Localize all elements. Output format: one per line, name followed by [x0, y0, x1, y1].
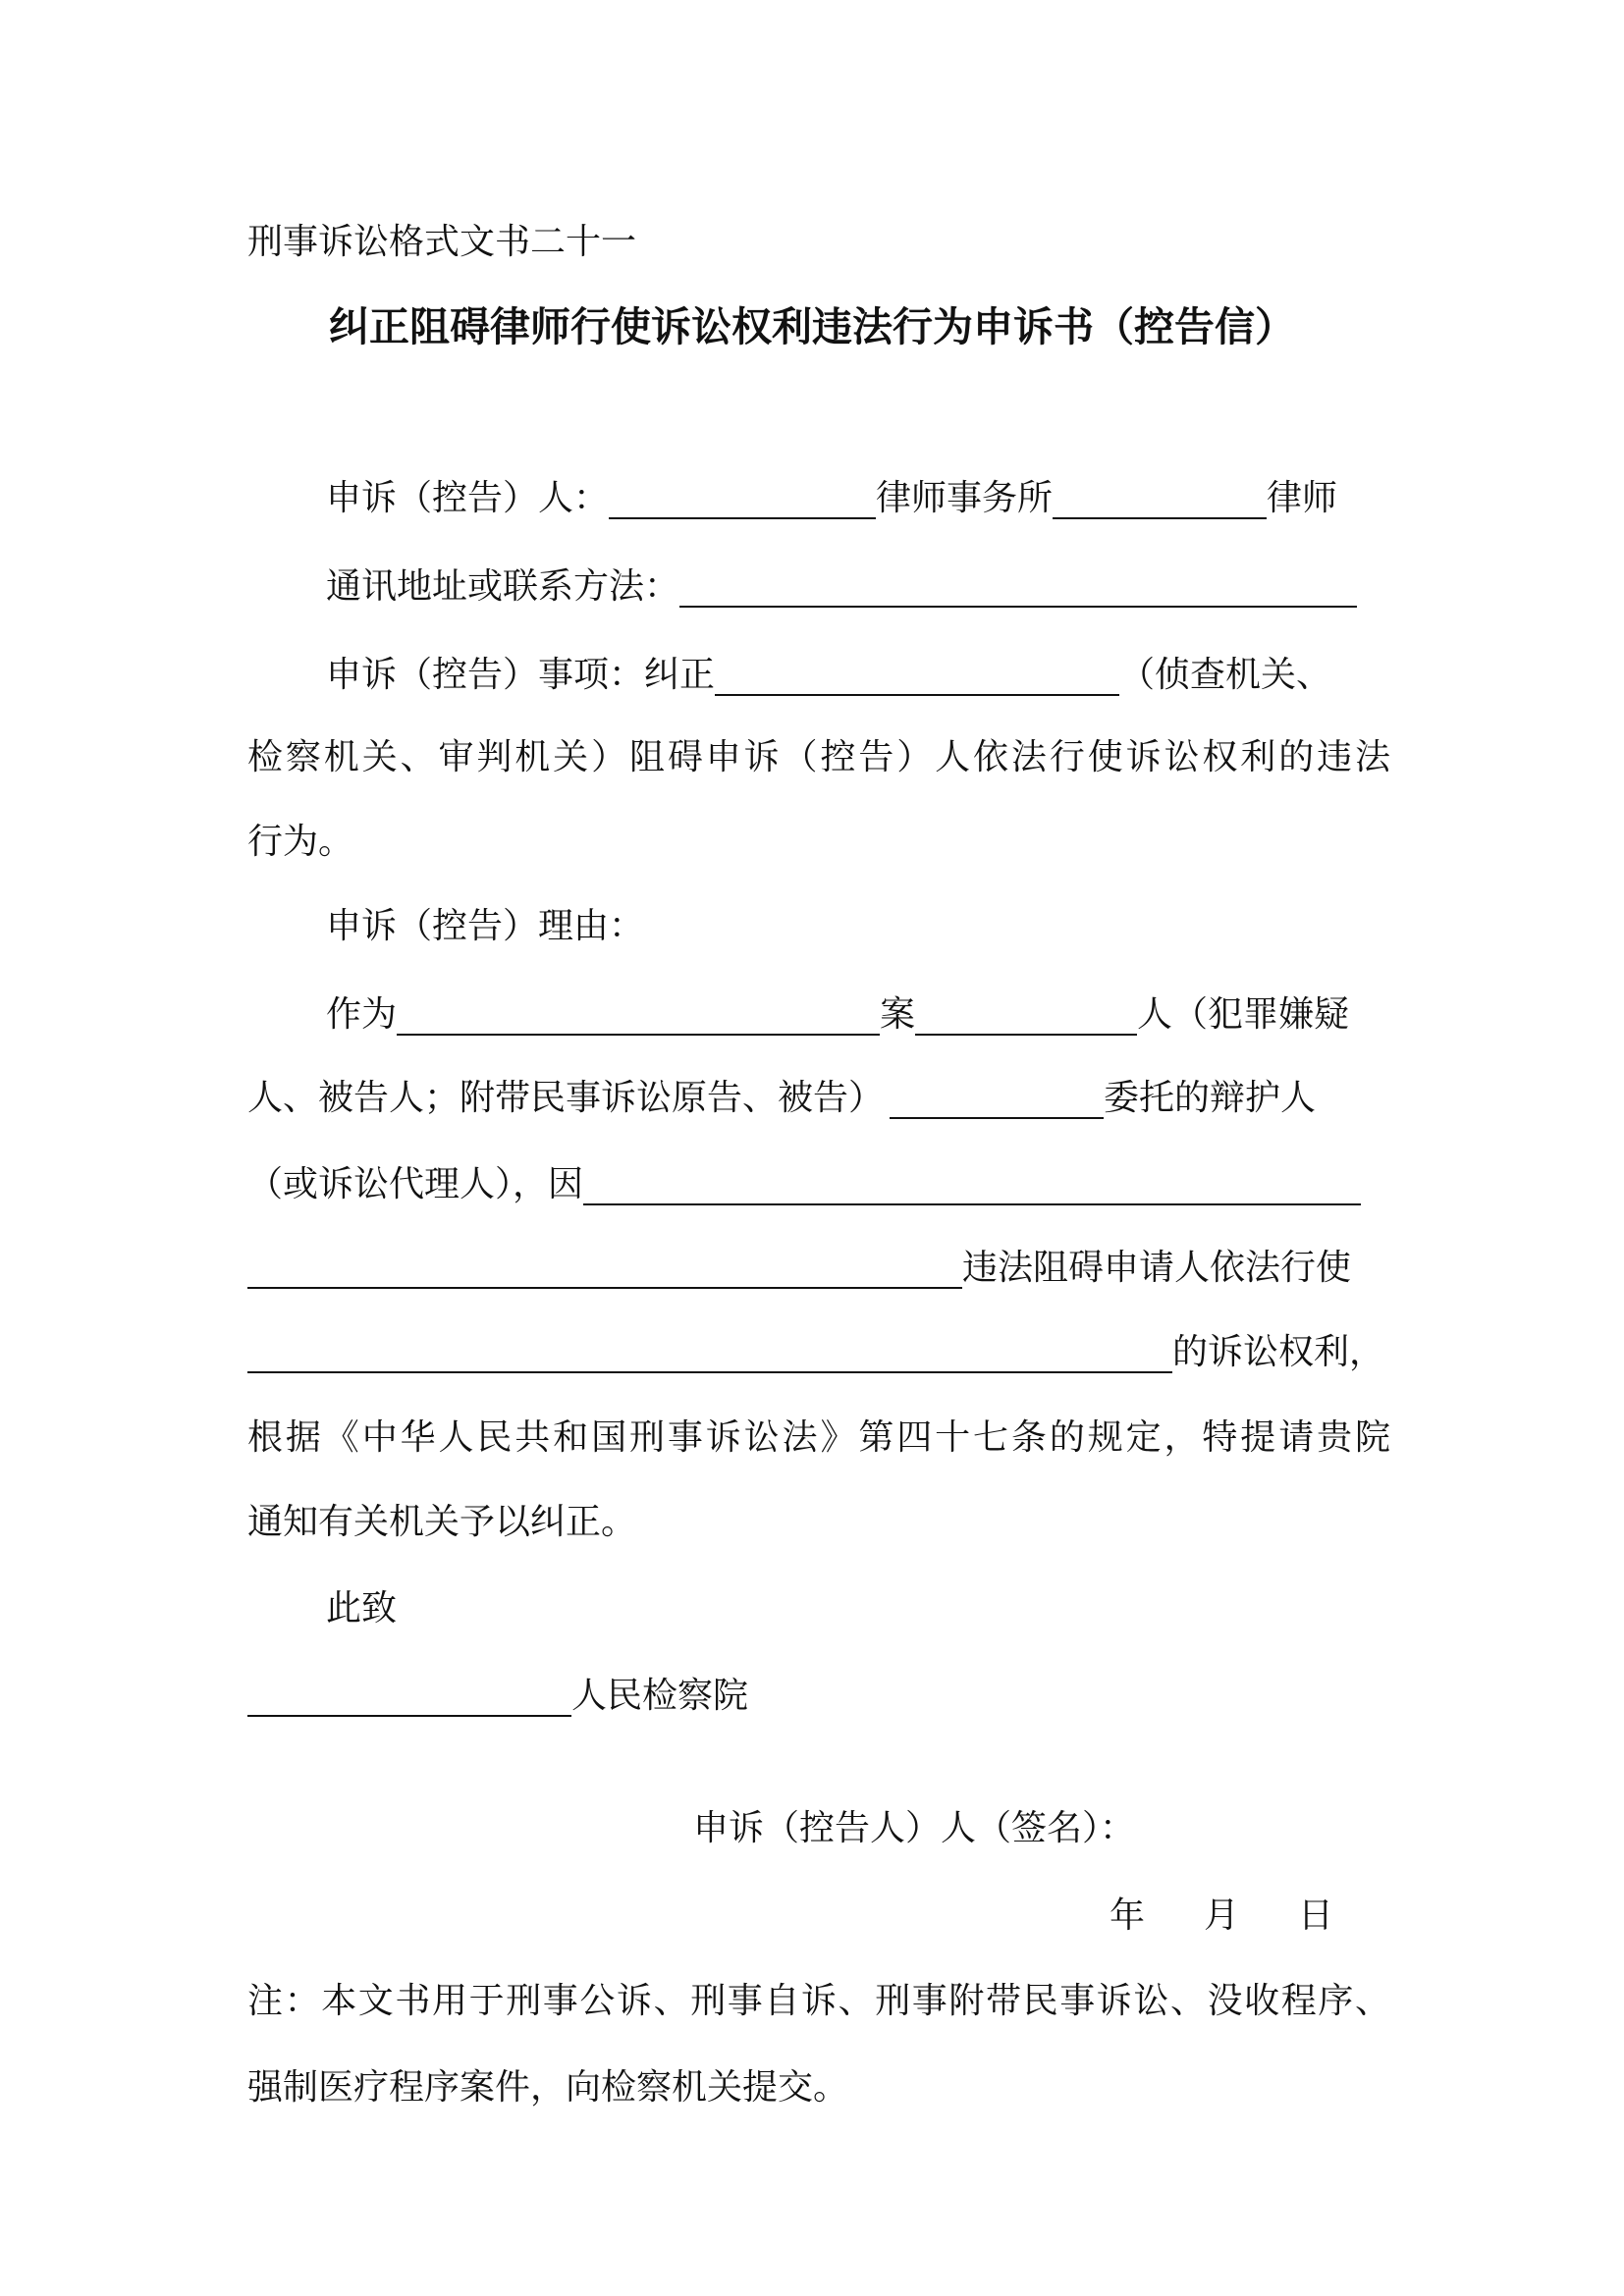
reason-line-1 — [247, 991, 1390, 1039]
client-name-blank[interactable] — [890, 1084, 1104, 1119]
case-name-blank[interactable] — [397, 1000, 880, 1036]
rights-blank[interactable] — [247, 1338, 1172, 1373]
reason-line-5 — [247, 1329, 1390, 1376]
reason-label: 申诉（控告）理由： — [326, 906, 645, 946]
procuratorate-blank[interactable] — [247, 1682, 571, 1717]
document-title: 纠正阻碍律师行使诉讼权利违法行为申诉书（控告信） — [329, 303, 1295, 350]
note-line-2: 强制医疗程序案件，向检察机关提交。 — [247, 2067, 849, 2108]
reason-line-2 — [247, 1075, 1390, 1122]
signature-line: 申诉（控告人）人（签名）： — [693, 1808, 1136, 1848]
obstruct-text: 违法阻碍申请人依法行使 — [962, 1248, 1352, 1288]
address-blank[interactable] — [679, 572, 1357, 608]
rights-text: 的诉讼权利， — [1172, 1332, 1385, 1372]
reason-line-4 — [247, 1245, 1390, 1292]
case-label: 案 — [880, 994, 916, 1035]
date-month: 月 — [1204, 1896, 1240, 1936]
person-label: 人（犯罪嫌疑 — [1137, 994, 1350, 1035]
agent-text: （或诉讼代理人），因 — [247, 1164, 584, 1204]
address-line — [247, 563, 1390, 611]
reason-line-6: 根据《中华人民共和国刑事诉讼法》第四十七条的规定，特提请贵院 — [247, 1417, 1390, 1458]
closing-salute: 此致 — [326, 1588, 398, 1629]
as-label: 作为 — [326, 994, 398, 1035]
lawyer-label: 律师 — [1267, 478, 1338, 518]
matter-authority-blank[interactable] — [715, 661, 1119, 696]
reason-line-3 — [247, 1161, 1390, 1208]
reason-line-7: 通知有关机关予以纠正。 — [247, 1502, 637, 1542]
matter-line-3: 行为。 — [247, 822, 354, 862]
date-year: 年 — [1110, 1896, 1146, 1936]
party-blank[interactable] — [915, 1000, 1137, 1036]
entrusted-text: 委托的辩护人 — [1104, 1078, 1317, 1118]
note-line-1: 注：本文书用于刑事公诉、刑事自诉、刑事附带民事诉讼、没收程序、 — [247, 1981, 1390, 2021]
document-header: 刑事诉讼格式文书二十一 — [247, 222, 637, 262]
cause-blank-2[interactable] — [247, 1254, 962, 1289]
roles-text: 人、被告人；附带民事诉讼原告、被告） — [247, 1078, 885, 1118]
date-day: 日 — [1298, 1896, 1334, 1936]
matter-suffix: （侦查机关、 — [1119, 655, 1332, 695]
matter-prefix: 申诉（控告）事项：纠正 — [326, 655, 716, 695]
procuratorate-line — [247, 1673, 1390, 1720]
complainant-name-blank[interactable] — [609, 484, 876, 519]
lawyer-name-blank[interactable] — [1053, 484, 1267, 519]
matter-line-1 — [247, 652, 1390, 699]
complainant-line — [247, 475, 1390, 522]
procuratorate-label: 人民检察院 — [571, 1676, 749, 1716]
cause-blank-1[interactable] — [583, 1170, 1361, 1205]
complainant-label: 申诉（控告）人： — [326, 478, 610, 518]
law-firm-label: 律师事务所 — [876, 478, 1054, 518]
date-line — [1110, 1893, 1365, 1940]
address-label: 通讯地址或联系方法： — [326, 566, 680, 607]
matter-line-2: 检察机关、审判机关）阻碍申诉（控告）人依法行使诉讼权利的违法 — [247, 737, 1390, 777]
